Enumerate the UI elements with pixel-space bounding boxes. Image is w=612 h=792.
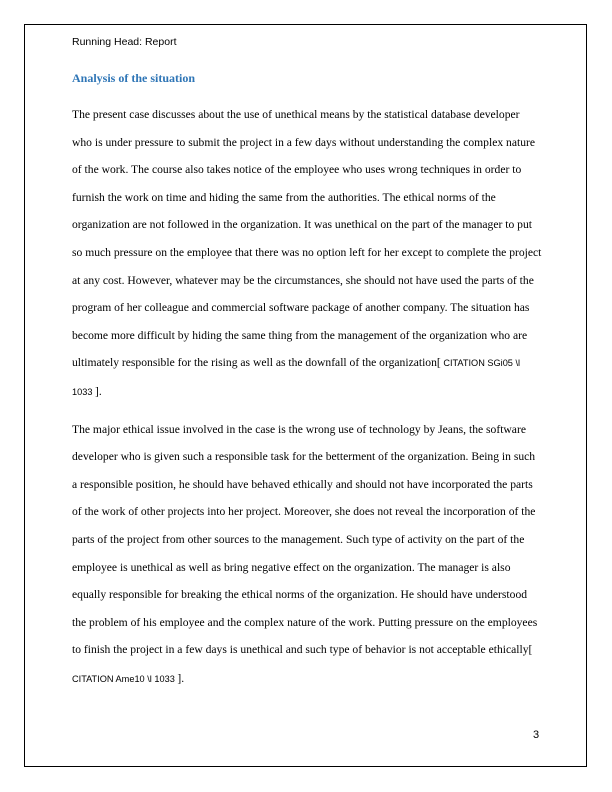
paragraph-2-text: The major ethical issue involved in the case is the wrong use of technology by Jeans, the software developer who is given such a responsible task for the betterment of the organization. Being in such a responsible position, he should have behaved ethically and should not have incorporated the parts of the work of other projects into her project. Moreover, she does not reveal the incorporation of the parts of the project from other sources to the management. Such type of activity on the part of the employee is unethical as well as bring negative effect on the organization. The manager is also equally responsible for breaking the ethical norms of the organization. He should have understood the problem of his employee and the complex nature of the work. Putting pressure on the employees to finish the project in a few days is unethical and such type of behavior is not acceptable ethically[ [72, 422, 538, 657]
citation-ame10: CITATION Ame10 \l 1033 [72, 673, 178, 684]
running-head: Running Head: Report [72, 36, 177, 48]
paragraph-1 [72, 101, 542, 407]
paragraph-1-end: ]. [95, 384, 102, 398]
paragraph-2 [72, 416, 542, 694]
page-number: 3 [533, 729, 540, 741]
paragraph-2-end: ]. [177, 671, 185, 685]
section-heading: Analysis of the situation [72, 71, 196, 85]
citation-sgi05: CITATION SGi05 \l 1033 [72, 358, 521, 397]
paragraph-1-text: The present case discusses about the use of unethical means by the statistical database developer who is under pressure to submit the project in a few days without understanding the complex nature of the work. The course also takes notice of the employee who uses wrong techniques in order to furnish the work on time and hiding the same from the authorities. The ethical norms of the organization are not followed in the organization. It was unethical on the part of the manager to put so much pressure on the employee that there was no option left for her except to complete the project at any cost. However, whatever may be the circumstances, she should not have used the parts of the program of her colleague and commercial software package of another company. The situation has become more difficult by hiding the same thing from the management of the organization who are ultimately responsible for the rising as well as the downfall of the organization[ [72, 108, 542, 370]
document-body [72, 101, 542, 693]
